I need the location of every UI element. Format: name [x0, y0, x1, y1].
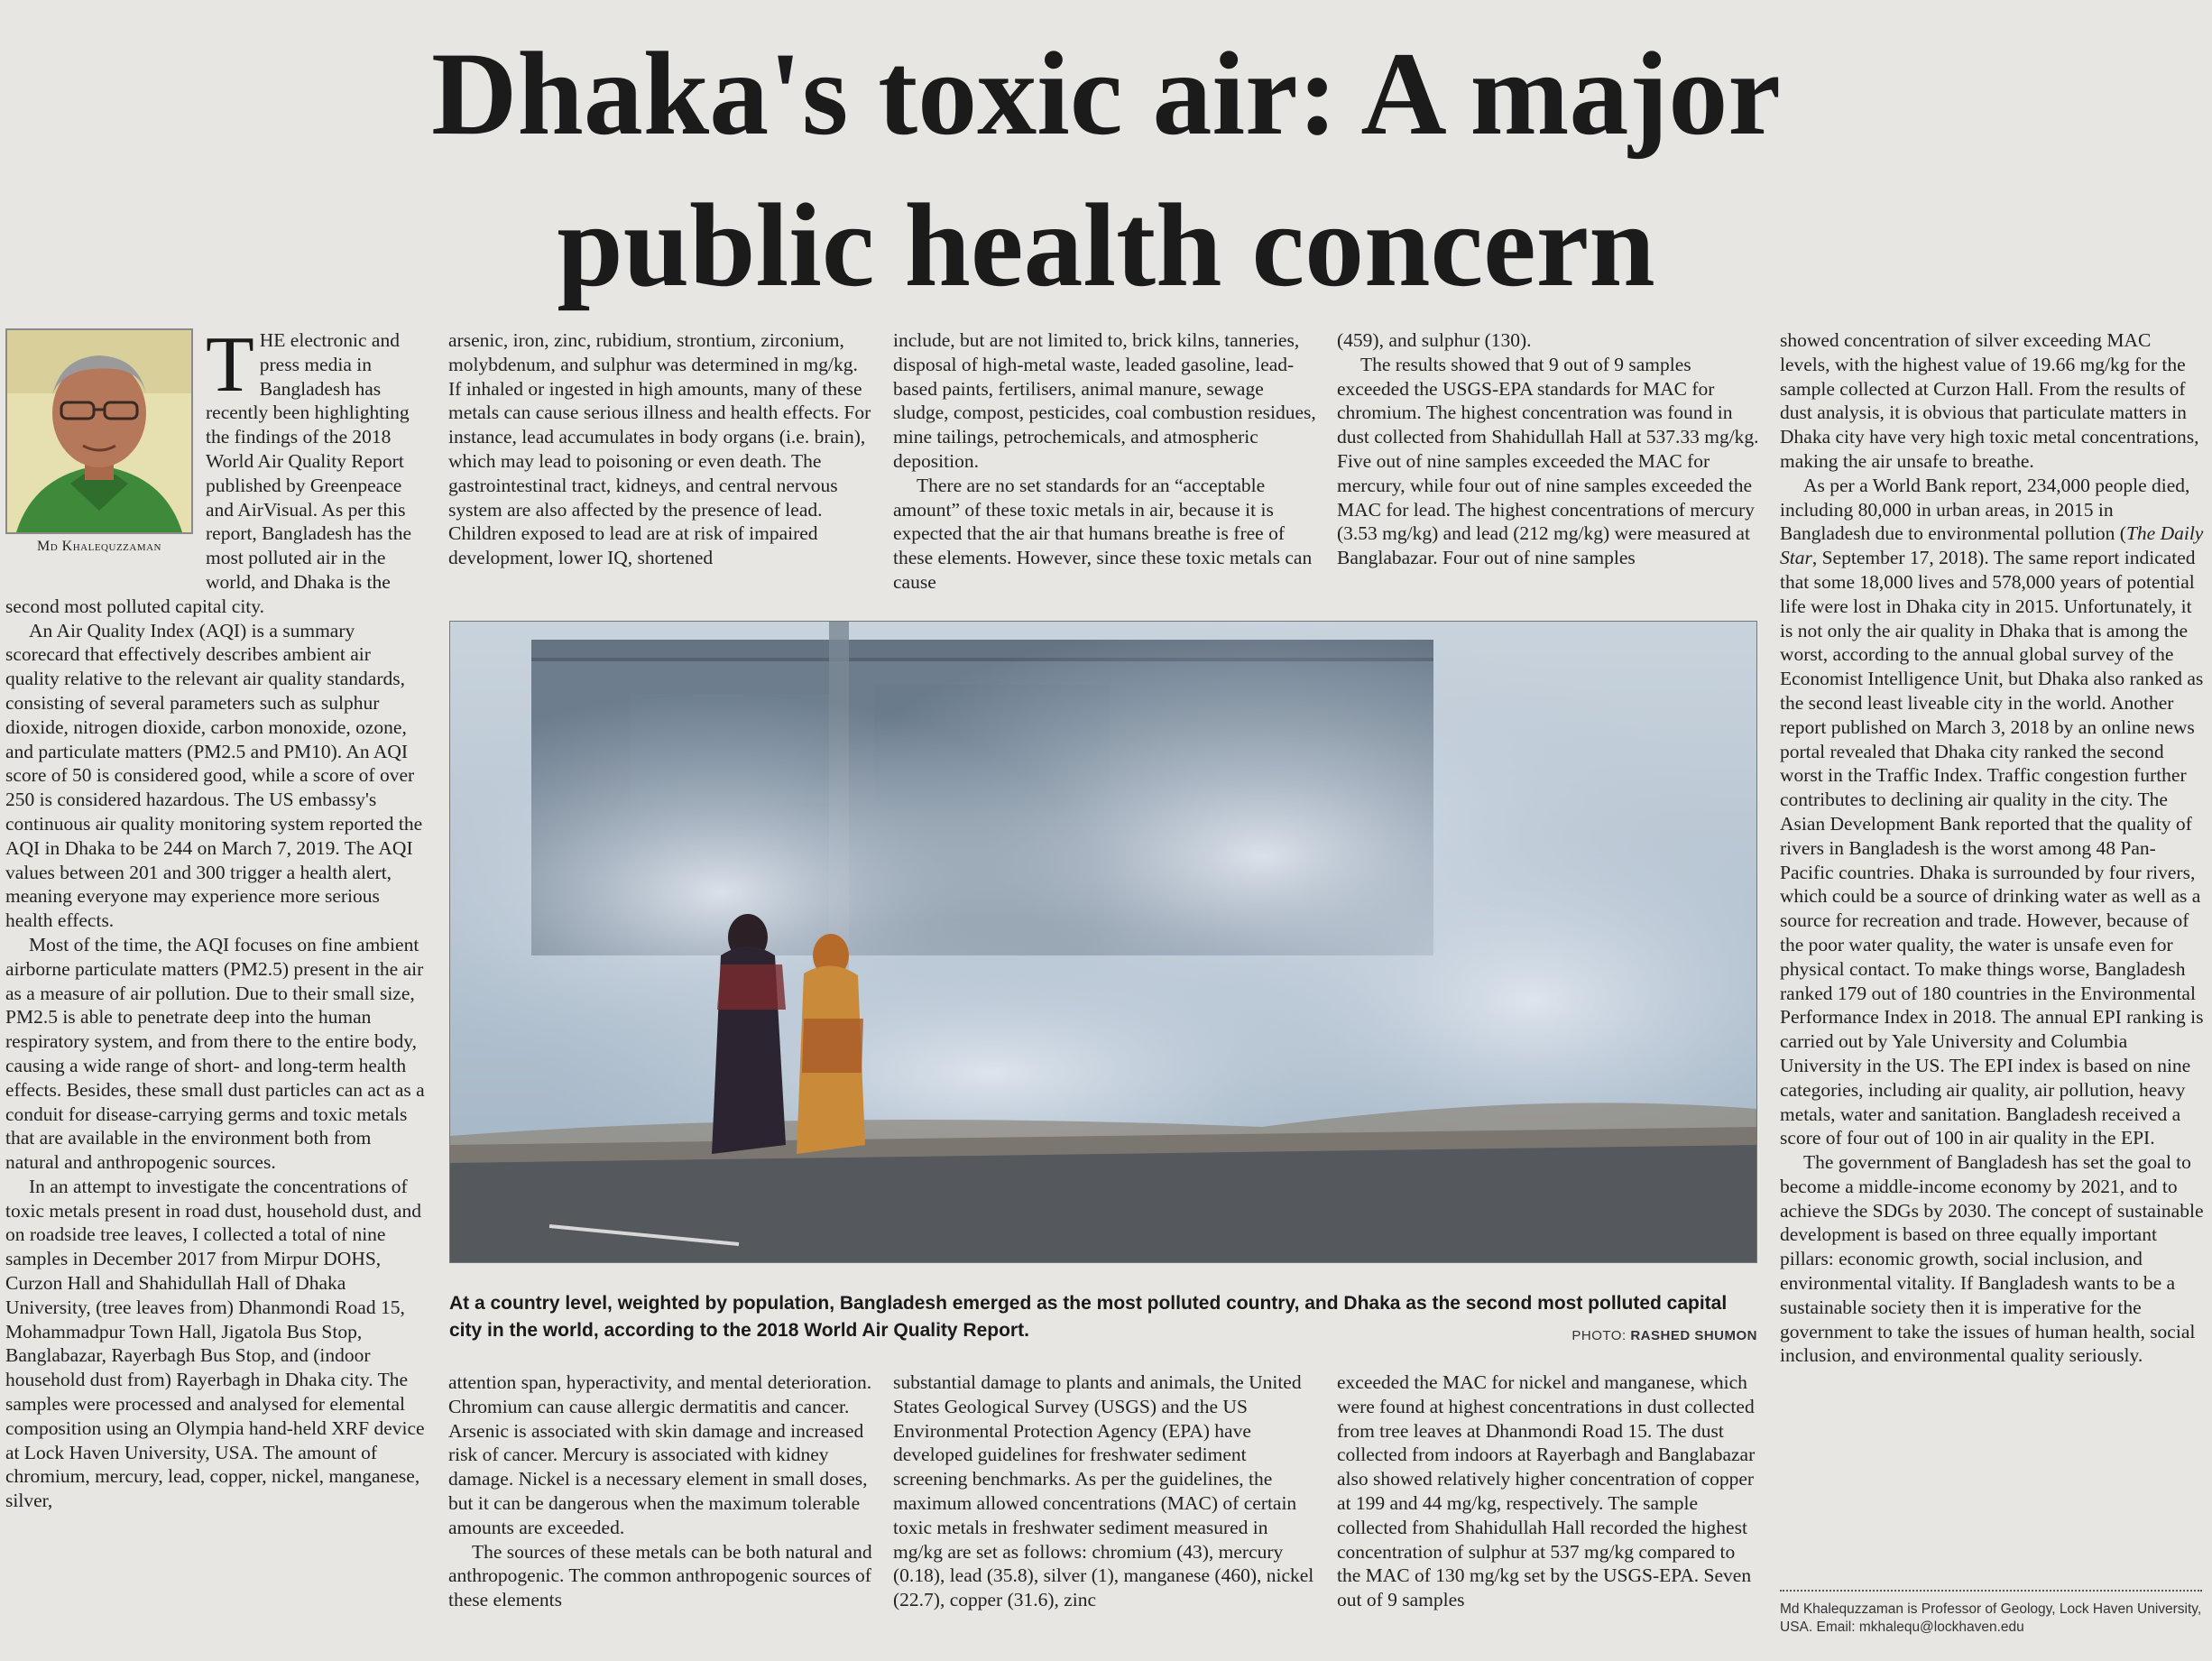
paragraph: There are no set standards for an “acceptable amount” of these toxic metals in air, because it is expected that the air that humans breathe is free of these elements. However, since these toxic metals can cause [893, 474, 1313, 593]
paragraph: (459), and sulphur (130). [1337, 329, 1532, 351]
credit-name: RASHED SHUMON [1630, 1328, 1757, 1343]
smog-street-photo-icon [450, 622, 1756, 1262]
paragraph: arsenic, iron, zinc, rubidium, strontium, zirconium, molybdenum, and sulphur was determined in mg/kg. If inhaled or ingested in high amounts, many of these metals can cause serious illness and health effects. For instance, lead accumulates in body organs (i.e. brain), which may lead to poisoning or even death. The gastrointestinal tract, kidneys, and central nervous system are also affected by the presence of lead. Children exposed to lead are at risk of impaired development, lower IQ, shortened [448, 329, 871, 569]
paragraph: In an attempt to investigate the concentrations of toxic metals present in road dust, household dust, and on roadside tree leaves, I collected a total of nine samples in December 2017 from Mirpur DOHS, Curzon Hall and Shahidullah Hall of Dhaka University, (tree leaves from) Dhanmondi Road 15, Mohammadpur Town Hall, Jigatola Bus Stop, Banglabazar, Rayerbagh Bus Stop, and (indoor household dust from) Rayerbagh in Dhaka city. The samples were processed and analysed for elemental composition using an Olympia hand-held XRF device at Lock Haven University, USA. The amount of chromium, mercury, lead, copper, nickel, manganese, silver, [5, 1175, 425, 1512]
column-4-top [1337, 328, 1761, 570]
paragraph-text: HE electronic and press media in Bangladesh has recently been highlighting the findings of the 2018 World Air Quality Report published by Greenpeace and AirVisual. As per this report, Bangladesh has the most polluted air in the world, and Dhaka is the second most polluted capital city. [5, 329, 412, 617]
paragraph: include, but are not limited to, brick kilns, tanneries, disposal of high-metal waste, leaded gasoline, lead-based paints, fertilisers, animal manure, sewage sludge, compost, pesticides, coal combustion residues, mine tailings, petrochemicals, and atmospheric deposition. [893, 329, 1316, 472]
headline [0, 18, 2212, 321]
paragraph: Most of the time, the AQI focuses on fine ambient airborne particulate matters (PM2.5) present in the air as a measure of air pollution. Due to their small size, PM2.5 is able to penetrate deep into the human respiratory system, and from there to the entire body, causing a wide range of short- and long-term health effects. Besides, these small dust particles can act as a conduit for disease-carrying germs and toxic metals that are available in the environment both from natural and anthropogenic sources. [5, 933, 425, 1174]
paragraph: substantial damage to plants and animals, the United States Geological Survey (USGS) and the US Environmental Protection Agency (EPA) have developed guidelines for freshwater sediment screening benchmarks. As per the guidelines, the maximum allowed concentrations (MAC) of certain toxic metals in freshwater sediment measured in mg/kg are set as follows: chromium (43), mercury (0.18), lead (35.8), silver (1), manganese (460), nickel (22.7), copper (31.6), zinc [893, 1371, 1314, 1611]
column-2-top [448, 328, 872, 570]
author-box [5, 328, 193, 576]
bio-divider [1780, 1590, 2202, 1592]
paragraph-text: , September 17, 2018). The same report indicated that some 18,000 lives and 578,000 years of potential life were lost in Dhaka city in 2015. Unfortunately, it is not only the air quality in Dhaka that is among the worst, according to the annual global survey of the Economist Intelligence Unit, but Dhaka also ranked as the second least liveable city in the world. Another report published on March 3, 2018 by an online news portal revealed that Dhaka city ranked the second worst in the Traffic Index. Traffic congestion further contributes to declining air quality in the city. The Asian Development Bank reported that the quality of rivers in Bangladesh is the worst among 48 Pan-Pacific countries. Dhaka is surrounded by four rivers, which could be a source of drinking water as well as a source for recreation and trade. However, because of the poor water quality, the water is unsafe even for physical contact. To make things worse, Bangladesh ranked 179 out of 180 countries in the Environmental Performance Index in 2018. The annual EPI ranking is carried out by Yale University and Columbia University in the US. The EPI index is based on nine categories, including air quality, air pollution, heavy metals, water and sanitation. Bangladesh received a score of four out of 100 in air quality in the EPI. [1780, 547, 2204, 1149]
headline-line-2: public health concern [557, 179, 1655, 311]
paragraph: An Air Quality Index (AQI) is a summary scorecard that effectively describes ambient air quality relative to the relevant air quality standards, consisting of several parameters such as sulphur dioxide, nitrogen dioxide, carbon monoxide, ozone, and particulate matters (PM2.5 and PM10). An AQI score of 50 is considered good, while a score of over 250 is considered hazardous. The US embassy's continuous air quality monitoring system reported the AQI in Dhaka to be 244 on March 7, 2019. The AQI values between 201 and 300 trigger a health alert, meaning everyone may experience more serious health effects. [5, 619, 423, 932]
photo-caption: At a country level, weighted by population, Bangladesh emerged as the most polluted country, and Dhaka as the second most polluted capital city in the world, according to the 2018 World Air Quality Report. [449, 1293, 1728, 1341]
column-1 [5, 321, 426, 1513]
drop-cap: T [206, 321, 254, 409]
newspaper-name: The Daily Star [1780, 522, 2204, 569]
paragraph-text: As per a World Bank report, 234,000 people died, including 80,000 in urban areas, in 2015 in Bangladesh due to environmental pollution ( [1780, 474, 2190, 545]
paragraph: exceeded the MAC for nickel and manganese, which were found at highest concentrations in dust collected from tree leaves at Dhanmondi Road 15. The dust collected from indoors at Rayerbagh and Banglabazar also showed relatively higher concentration of copper at 199 and 44 mg/kg, respectively. The sample collected from Shahidullah Hall recorded the highest concentration of sulphur at 537 mg/kg compared to the MAC of 130 mg/kg set by the USGS-EPA. Seven out of 9 samples [1337, 1371, 1756, 1611]
headline-line-1: Dhaka's toxic air: A major [431, 27, 1781, 160]
author-portrait-icon [7, 330, 191, 532]
paragraph: The sources of these metals can be both natural and anthropogenic. The common anthropogenic sources of these elements [448, 1540, 872, 1611]
paragraph: The results showed that 9 out of 9 samples exceeded the USGS-EPA standards for MAC for chromium. The highest concentration was found in dust collected from Shahidullah Hall at 537.33 mg/kg. Five out of nine samples exceeded the MAC for mercury, while four out of nine samples exceeded the MAC for lead. The highest concentrations of mercury (3.53 mg/kg) and lead (212 mg/kg) were measured at Banglabazar. Four out of nine samples [1337, 353, 1759, 569]
author-bio: Md Khalequzzaman is Professor of Geology, Lock Haven University, USA. Email: mkhalequ@lockhaven.edu [1780, 1601, 2202, 1635]
main-photo [449, 621, 1757, 1263]
paragraph: The government of Bangladesh has set the goal to become a middle-income economy by 2021, and to achieve the SDGs by 2030. The concept of sustainable development is based on three equally important pillars: economic growth, social inclusion, and environmental vitality. If Bangladesh wants to be a sustainable society then it is imperative for the government to take the issues of human health, social inclusion, and environmental quality seriously. [1780, 1151, 2204, 1367]
paragraph [1780, 474, 2204, 1150]
column-3-bottom [893, 1370, 1317, 1612]
column-2-bottom [448, 1370, 872, 1612]
column-3-top [893, 328, 1317, 595]
paragraph: attention span, hyperactivity, and mental deterioration. Chromium can cause allergic dermatitis and cancer. Arsenic is associated with skin damage and increased risk of cancer. Mercury is associated with kidney damage. Nickel is a necessary element in small doses, but it can be dangerous when the maximum tolerable amounts are exceeded. [448, 1371, 872, 1538]
credit-label: PHOTO: [1571, 1328, 1627, 1343]
author-photo [5, 328, 193, 534]
column-5 [1780, 328, 2204, 1368]
author-name: Md Khalequzzaman [37, 539, 161, 554]
photo-credit [1571, 1328, 1757, 1343]
column-4-bottom [1337, 1370, 1761, 1612]
paragraph: showed concentration of silver exceeding MAC levels, with the highest value of 19.66 mg/kg for the sample collected at Curzon Hall. From the results of dust analysis, it is obvious that particulate matters in Dhaka city have very high toxic metal concentrations, making the air unsafe to breathe. [1780, 329, 2199, 472]
